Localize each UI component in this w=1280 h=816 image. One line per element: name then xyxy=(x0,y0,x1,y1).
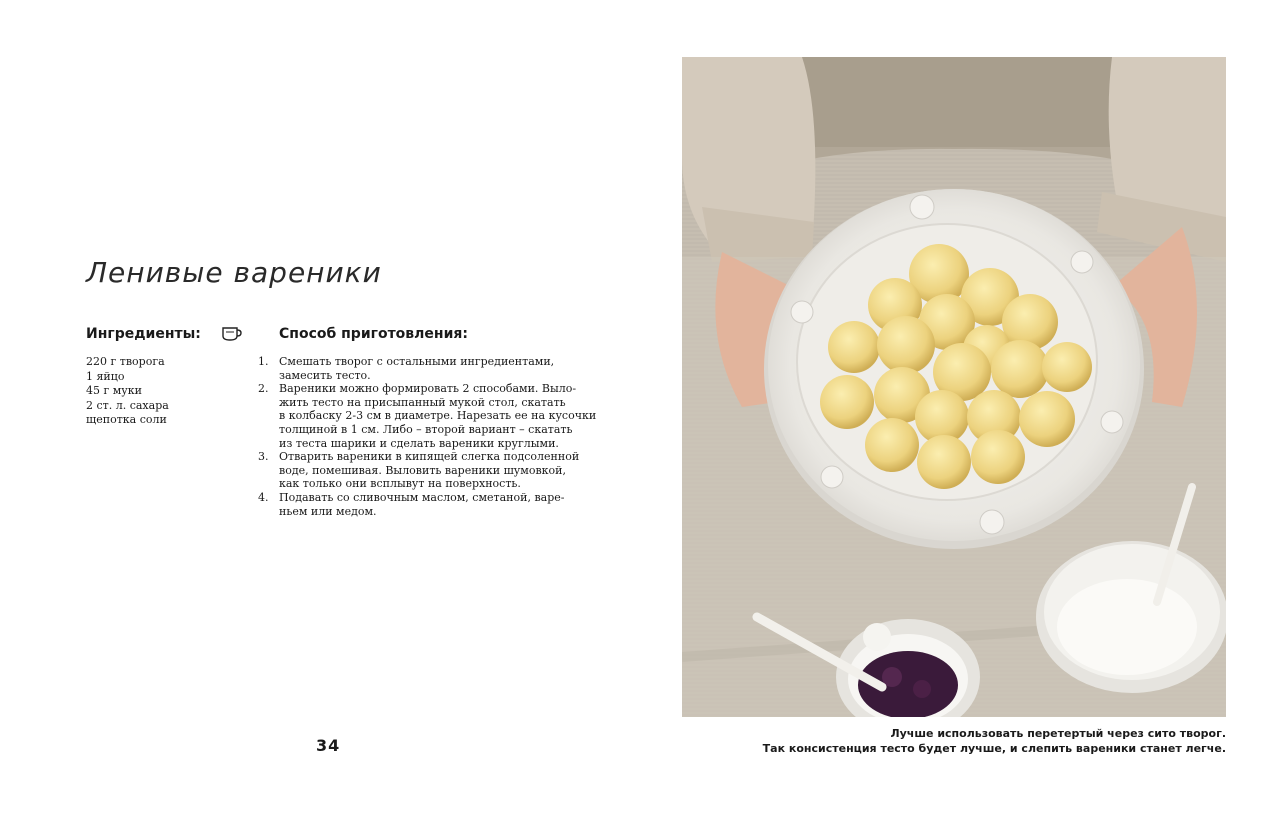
method-heading: Способ приготовления: xyxy=(279,326,468,342)
cup-icon xyxy=(222,325,242,341)
step-line: Подавать со сливочным маслом, сметаной, варе- xyxy=(279,490,565,504)
ingredient-item: 220 г творога xyxy=(86,355,165,368)
recipe-title: Ленивые вареники xyxy=(86,256,382,289)
step-number: 1. xyxy=(258,355,269,368)
step-line: воде, помешивая. Выловить вареники шумовкой, xyxy=(279,463,566,477)
method-step xyxy=(258,450,578,491)
caption-line: Лучше использовать перетертый через сито творог. xyxy=(890,727,1226,740)
step-line: ньем или медом. xyxy=(279,504,377,518)
method-step xyxy=(258,382,597,450)
ingredients-list xyxy=(86,355,169,428)
method-step xyxy=(258,355,578,382)
step-line: в колбаску 2-3 см в диаметре. Нарезать ее на кусочки xyxy=(279,409,597,423)
step-line: Смешать творог с остальными ингредиентами, xyxy=(279,355,555,368)
method-step xyxy=(258,491,578,518)
ingredient-item: 45 г муки xyxy=(86,384,142,398)
ingredients-heading: Ингредиенты: xyxy=(86,326,201,342)
recipe-photo xyxy=(682,57,1226,717)
step-line: как только они всплывут на поверхность. xyxy=(279,477,521,491)
caption-line: Так консистенция тесто будет лучше, и слепить вареники станет легче. xyxy=(762,742,1226,755)
step-line: Отварить вареники в кипящей слегка подсоленной xyxy=(279,450,580,464)
step-line: Вареники можно формировать 2 способами. Выло- xyxy=(279,382,577,396)
ingredient-item: 1 яйцо xyxy=(86,369,125,383)
photo-caption xyxy=(763,726,1226,756)
step-number: 3. xyxy=(258,450,269,464)
ingredient-item: 2 ст. л. сахара xyxy=(86,398,169,412)
step-line: замесить тесто. xyxy=(279,368,371,382)
step-number: 2. xyxy=(258,382,269,396)
ingredient-item: щепотка соли xyxy=(86,413,167,427)
method-steps xyxy=(258,355,597,518)
page-number: 34 xyxy=(316,736,341,755)
step-line: из теста шарики и сделать вареники круглыми. xyxy=(279,436,559,450)
step-line: жить тесто на присыпанный мукой стол, скатать xyxy=(279,395,566,409)
step-line: толщиной в 1 см. Либо – второй вариант – скатать xyxy=(279,422,573,436)
step-number: 4. xyxy=(258,490,269,504)
